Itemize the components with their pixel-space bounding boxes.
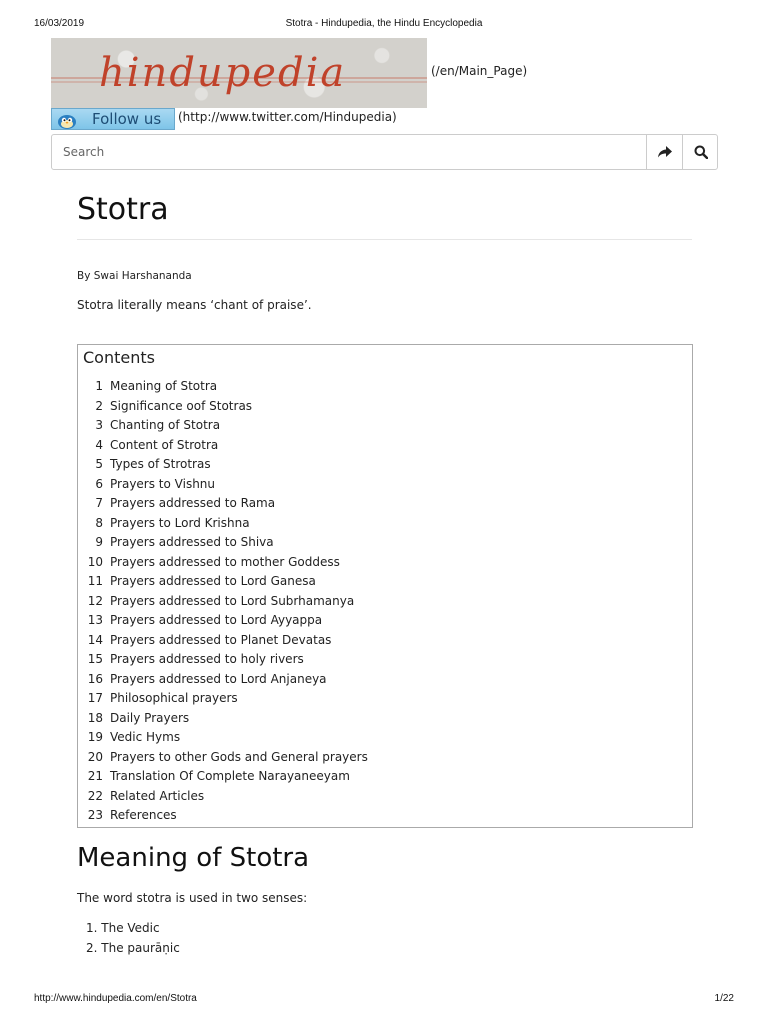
toc-item[interactable]	[78, 611, 368, 631]
section-heading-meaning: Meaning of Stotra	[77, 843, 310, 873]
toc-label[interactable]: Prayers to Lord Krishna	[110, 515, 250, 530]
toc-item[interactable]	[78, 709, 368, 729]
follow-us-label: Follow us	[92, 110, 162, 128]
search-bar	[51, 134, 718, 170]
toc-item[interactable]	[78, 514, 368, 534]
toc-label[interactable]: Prayers to Vishnu	[110, 476, 216, 491]
toc-label[interactable]: Types of Strotras	[110, 457, 211, 471]
toc-number: 10	[87, 554, 103, 569]
toc-number: 13	[87, 613, 103, 627]
toc-label[interactable]: Chanting of Stotra	[110, 418, 221, 432]
toc-number: 3	[95, 418, 103, 432]
toc-title: Contents	[83, 348, 155, 367]
toc-number: 22	[87, 788, 103, 803]
toc-number: 23	[87, 808, 103, 822]
table-of-contents	[77, 344, 693, 828]
section-text: The word stotra is used in two senses:	[77, 891, 308, 905]
toc-number: 19	[87, 730, 103, 744]
toc-number: 6	[95, 476, 103, 491]
toc-item[interactable]	[78, 631, 368, 651]
toc-label[interactable]: Daily Prayers	[110, 710, 190, 725]
print-page-number: 1/22	[714, 993, 734, 1004]
toc-item[interactable]	[78, 650, 368, 670]
toc-number: 9	[95, 535, 103, 549]
toc-label[interactable]: Prayers addressed to Lord Anjaneya	[110, 671, 327, 686]
toc-label[interactable]: Prayers addressed to mother Goddess	[110, 554, 340, 569]
toc-number: 21	[87, 769, 103, 783]
toc-label[interactable]: Prayers addressed to Lord Ganesa	[110, 574, 316, 588]
toc-number: 16	[87, 671, 103, 686]
share-arrow-icon	[658, 146, 672, 158]
toc-item[interactable]	[78, 806, 368, 826]
toc-label[interactable]: Meaning of Stotra	[110, 379, 218, 393]
logo-text: hindupedia	[99, 50, 347, 96]
toc-number: 17	[87, 691, 103, 705]
toc-label[interactable]: References	[110, 808, 177, 822]
toc-number: 2	[95, 398, 103, 413]
author-byline: By Swai Harshananda	[77, 270, 192, 282]
toc-label[interactable]: Content of Strotra	[110, 437, 219, 452]
toc-number: 15	[87, 652, 103, 666]
toc-label[interactable]: Prayers to other Gods and General prayers	[110, 749, 368, 764]
search-button[interactable]	[682, 135, 718, 169]
toc-label[interactable]: Related Articles	[110, 788, 205, 803]
toc-item[interactable]	[78, 572, 368, 592]
toc-label[interactable]: Prayers addressed to Lord Ayyappa	[110, 613, 323, 627]
toc-item[interactable]	[78, 436, 368, 456]
toc-item[interactable]	[78, 787, 368, 807]
toc-label[interactable]: Prayers addressed to Rama	[110, 496, 276, 510]
toc-number: 1	[95, 379, 103, 393]
toc-label[interactable]: Prayers addressed to Planet Devatas	[110, 632, 332, 647]
toc-item[interactable]	[78, 416, 368, 436]
toc-number: 12	[87, 593, 103, 608]
print-header	[34, 18, 734, 30]
toc-label[interactable]: Prayers addressed to holy rivers	[110, 652, 304, 666]
toc-number: 4	[95, 437, 103, 452]
print-date: 16/03/2019	[34, 18, 85, 29]
page-title: Stotra	[77, 192, 169, 227]
print-footer	[34, 993, 734, 1005]
print-doc-title: Stotra - Hindupedia, the Hindu Encyclopedia	[285, 18, 483, 29]
toc-item[interactable]	[78, 689, 368, 709]
toc-number: 20	[87, 749, 103, 764]
toc-number: 8	[95, 515, 103, 530]
toc-number: 7	[95, 496, 103, 510]
toc-label[interactable]: Vedic Hyms	[110, 730, 181, 744]
toc-item[interactable]	[78, 494, 368, 514]
twitter-link[interactable]: (http://www.twitter.com/Hindupedia)	[178, 110, 397, 124]
toc-item[interactable]	[78, 728, 368, 748]
toc-label[interactable]: Translation Of Complete Narayaneeyam	[110, 769, 350, 783]
toc-item[interactable]	[78, 748, 368, 768]
list-item: 2. The paurāṇic	[86, 941, 180, 955]
toc-item[interactable]	[78, 533, 368, 553]
toc-item[interactable]	[78, 670, 368, 690]
toc-item[interactable]	[78, 455, 368, 475]
toc-item[interactable]	[78, 592, 368, 612]
toc-number: 14	[87, 632, 103, 647]
toc-number: 11	[87, 574, 103, 588]
follow-us-button[interactable]	[51, 108, 175, 130]
toc-number: 18	[87, 710, 103, 725]
search-icon	[694, 145, 708, 159]
toc-item[interactable]	[78, 767, 368, 787]
toc-number: 5	[95, 457, 103, 471]
go-button[interactable]	[646, 135, 682, 169]
toc-item[interactable]	[78, 397, 368, 417]
toc-item[interactable]	[78, 553, 368, 573]
twitter-bird-icon	[55, 111, 79, 129]
senses-list	[77, 918, 180, 958]
intro-text: Stotra literally means ‘chant of praise’.	[77, 298, 312, 312]
toc-label[interactable]: Prayers addressed to Lord Subrhamanya	[110, 593, 355, 608]
toc-label[interactable]: Significance oof Stotras	[110, 398, 253, 413]
hindupedia-logo[interactable]	[51, 38, 427, 108]
toc-item[interactable]	[78, 475, 368, 495]
search-input[interactable]	[52, 135, 646, 169]
main-page-link[interactable]: (/en/Main_Page)	[431, 64, 528, 78]
print-url: http://www.hindupedia.com/en/Stotra	[34, 993, 197, 1004]
logo-graphic	[51, 38, 427, 108]
toc-item[interactable]	[78, 377, 368, 397]
list-item: 1. The Vedic	[86, 921, 160, 935]
toc-list	[78, 377, 368, 826]
toc-label[interactable]: Prayers addressed to Shiva	[110, 535, 274, 549]
title-divider	[77, 239, 692, 240]
toc-label[interactable]: Philosophical prayers	[110, 691, 238, 705]
